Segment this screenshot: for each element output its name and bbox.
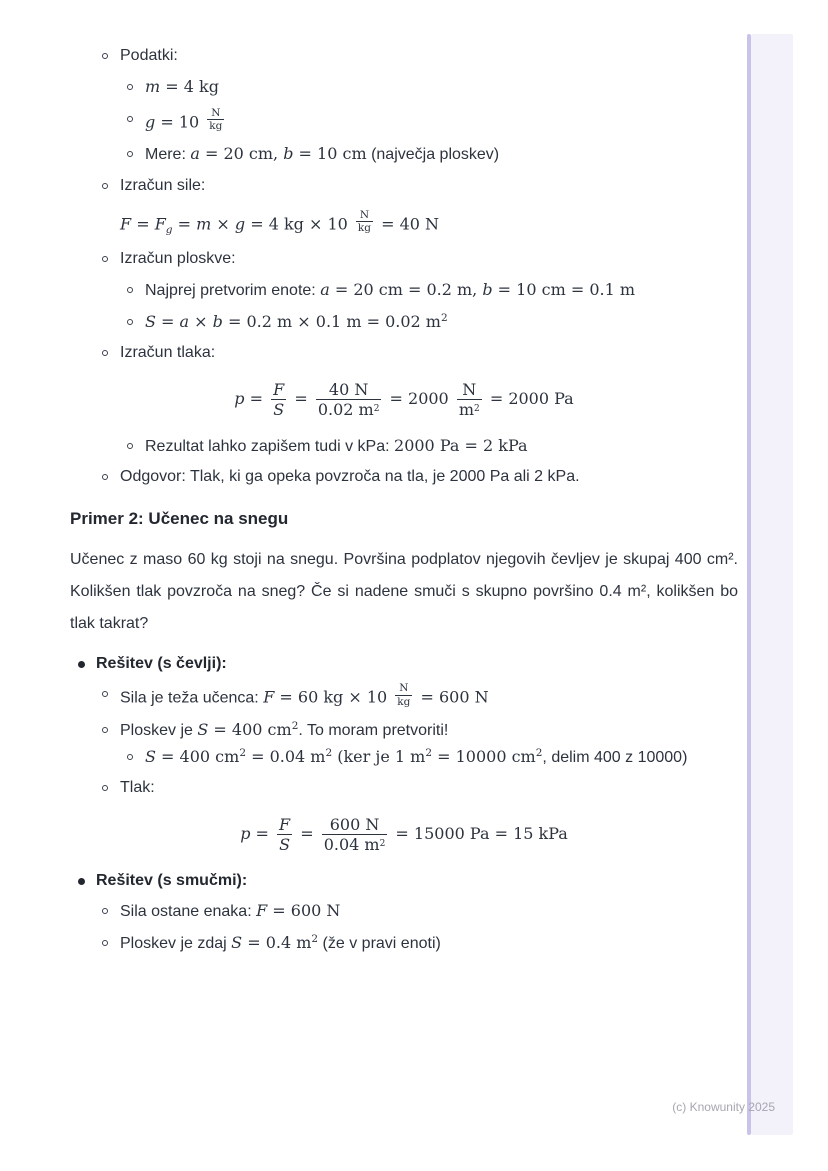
bullet-circle-icon (102, 341, 120, 356)
bullet-circle-icon (127, 107, 145, 122)
list-item (70, 75, 738, 101)
list-item (70, 107, 738, 136)
list-item (70, 434, 738, 460)
fraction: $\frac{N}{m^2}$ (458, 380, 480, 420)
list-item (70, 682, 738, 711)
bullet-circle-icon (127, 142, 145, 157)
bullet-circle-icon (102, 718, 120, 733)
list-item (70, 341, 738, 366)
list-item-text: Sila ostane enaka: F = 600 N (120, 901, 341, 921)
list-item-text: Odgovor: Tlak, ki ga opeka povzroča na tla, je 2000 Pa ali 2 kPa. (120, 468, 580, 486)
bullet-circle-icon (127, 434, 145, 449)
list-item-text: Najprej pretvorim enote: a = 20 cm = 0.2 m, b = 10 cm = 0.1 m (145, 279, 636, 299)
bullet-circle-icon (102, 931, 120, 946)
list-item (70, 776, 738, 801)
list-item-text: Mere: a = 20 cm, b = 10 cm (največja ploskev) (145, 143, 500, 163)
bullet-circle-icon (127, 310, 145, 325)
list-item (70, 247, 738, 272)
list-item (70, 899, 738, 925)
bullet-circle-icon (102, 899, 120, 914)
fraction: $\frac{N}{kg}$ (209, 106, 223, 133)
math-formula: p = $\frac{F}{S}$ = $\frac{40 N}{0.02 m^2}$ = 2000 $\frac{N}{m^2}$ = 2000 Pa (234, 380, 574, 420)
fraction: $\frac{F}{S}$ (279, 815, 291, 855)
list-item (70, 278, 738, 304)
fraction: $\frac{F}{S}$ (273, 380, 285, 420)
bullet-circle-icon (102, 465, 120, 480)
paragraph: Učenec z maso 60 kg stoji na snegu. Površina podplatov njegovih čevljev je skupaj 400 cm². Kolikšen tlak povzroča na sneg? Če si nadene smuči s skupno površino 0.4 m², kolikšen bo tlak takrat? (70, 550, 738, 632)
document-body (70, 38, 738, 963)
fraction: $\frac{N}{kg}$ (357, 208, 372, 235)
list-item-text: S = a × b = 0.2 m × 0.1 m = 0.02 $m^2$ (145, 311, 448, 331)
next-page-preview-panel (751, 34, 793, 1135)
list-item (70, 652, 738, 677)
bullet-circle-icon (102, 247, 120, 262)
list-item (70, 465, 738, 490)
list-item-text: Sila je teža učenca: F = 60 kg × 10 $\frac{N}{kg}$ = 600 N (120, 682, 489, 709)
list-item (70, 718, 738, 744)
list-item-text: Izračun tlaka: (120, 344, 216, 362)
list-item-text: S = 400 $cm^2 = 0.04$ $m^2$ (ker je 1 $m^2 = 10000$ $cm^2$, delim 400 z 10000) (145, 746, 688, 766)
section-heading: Primer 2: Učenec na snegu (70, 509, 289, 529)
list-item-text: Rezultat lahko zapišem tudi v kPa: 2000 Pa = 2 kPa (145, 435, 528, 455)
copyright-text: (c) Knowunity 2025 (672, 1100, 775, 1114)
list-item (70, 142, 738, 168)
list-item-text: Izračun ploskve: (120, 249, 236, 267)
fraction: $\frac{600 N}{0.04 m^2}$ (323, 815, 386, 855)
list-item (70, 745, 738, 771)
list-item-text: Rešitev (s smučmi): (96, 871, 248, 889)
list-item-text: Ploskev je zdaj S = 0.4 $m^2$ (že v pravi enoti) (120, 933, 441, 953)
list-item (70, 44, 738, 69)
bullet-disc-icon (78, 652, 96, 668)
math-formula: $F = F_g = m \times g = 4$ kg × 10 $\frac{N}{kg}$ = 40 N (120, 208, 440, 237)
math-formula: p = $\frac{F}{S}$ = $\frac{600 N}{0.04 m^2}$ = 15000 Pa = 15 kPa (240, 815, 568, 855)
fraction: $\frac{40 N}{0.02 m^2}$ (317, 380, 380, 420)
list-item-text: Ploskev je S = 400 $cm^2$. To moram pretvoriti! (120, 719, 449, 739)
list-item-text: Tlak: (120, 779, 155, 797)
list-item (70, 931, 738, 957)
fraction: $\frac{N}{kg}$ (397, 682, 411, 709)
list-item-text: Izračun sile: (120, 176, 206, 194)
bullet-circle-icon (102, 44, 120, 59)
list-item (70, 310, 738, 336)
list-item-text: Rešitev (s čevlji): (96, 654, 227, 672)
bullet-circle-icon (127, 75, 145, 90)
list-item (70, 869, 738, 894)
scrollbar-thumb[interactable] (747, 34, 751, 1135)
list-item-text: g = 10 $\frac{N}{kg}$ (145, 106, 223, 133)
bullet-disc-icon (78, 869, 96, 885)
bullet-circle-icon (102, 682, 120, 697)
bullet-circle-icon (102, 174, 120, 189)
bullet-circle-icon (127, 278, 145, 293)
bullet-circle-icon (127, 745, 145, 760)
list-item-text: Podatki: (120, 47, 178, 64)
list-item (70, 174, 738, 199)
list-item-text: m = 4 kg (145, 76, 219, 96)
bullet-circle-icon (102, 776, 120, 791)
